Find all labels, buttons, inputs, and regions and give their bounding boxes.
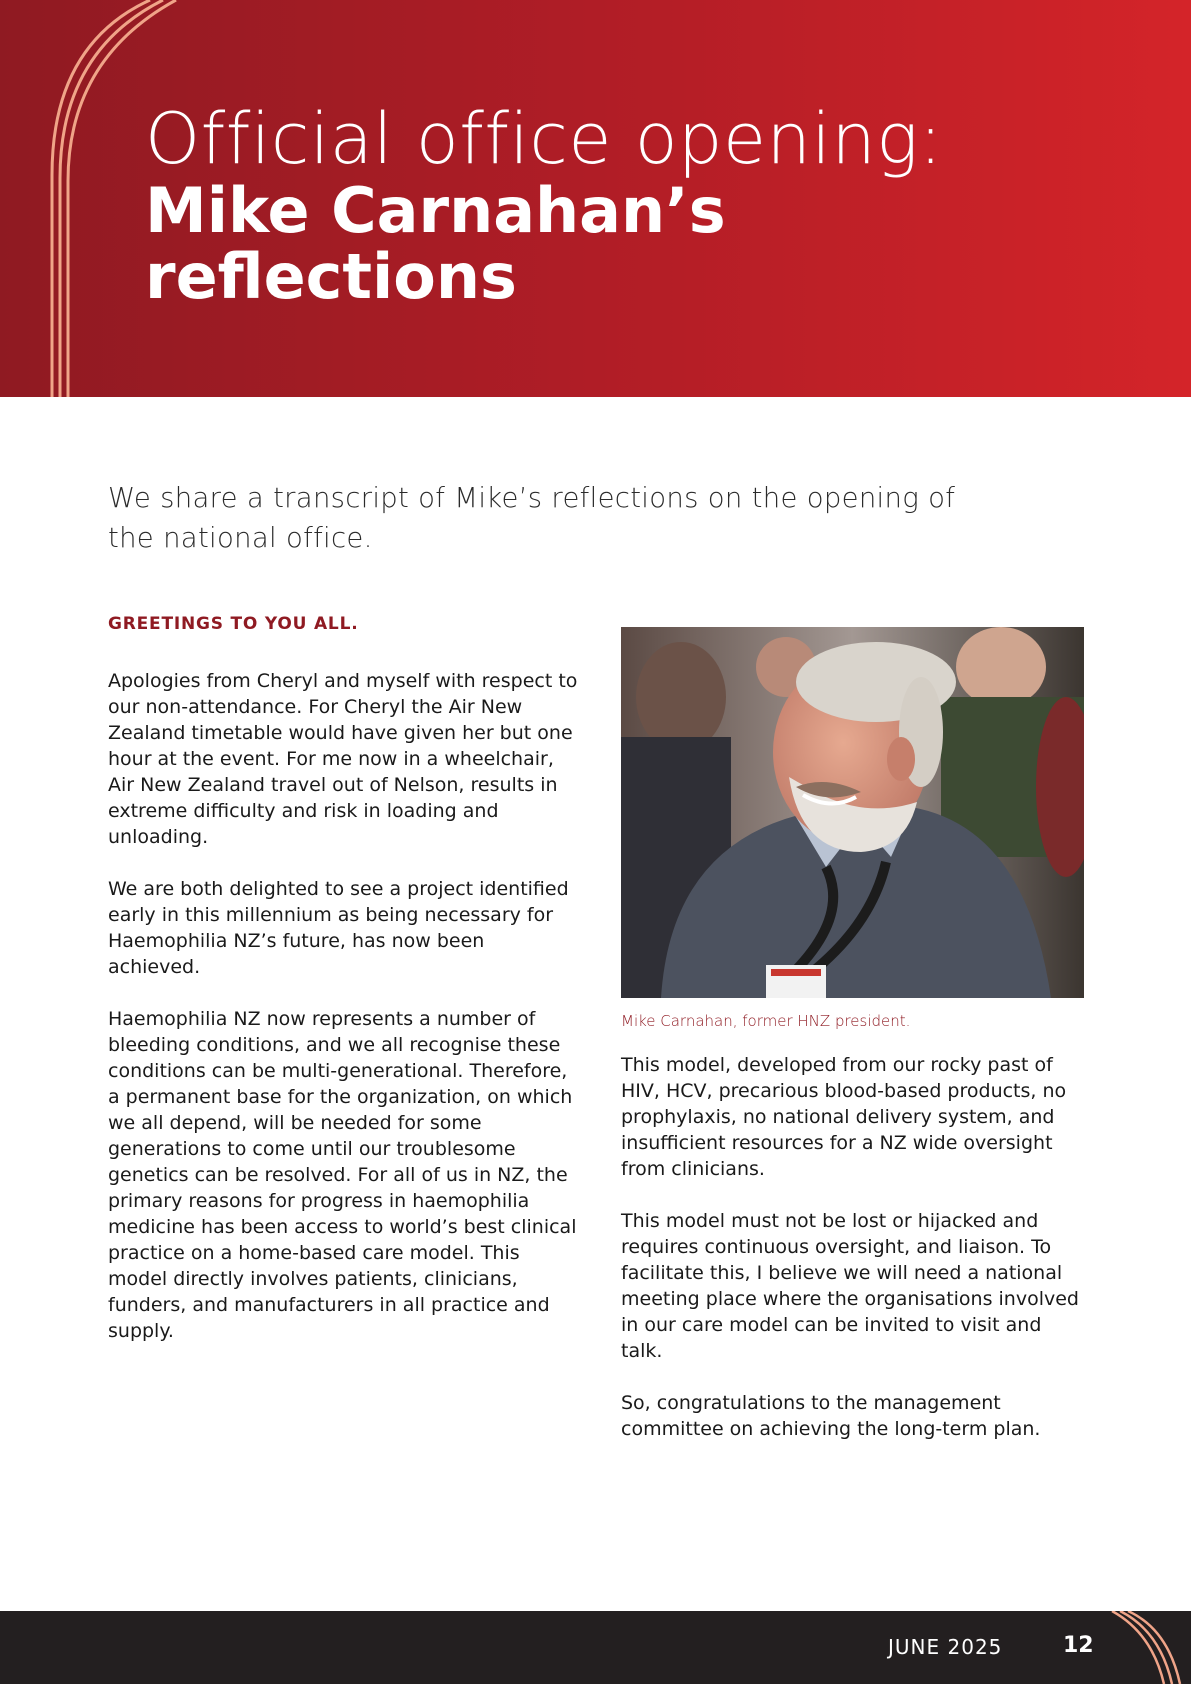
page-footer <box>0 1611 1191 1684</box>
paragraph: So, congratulations to the management committee on achieving the long-term plan. <box>621 1392 1041 1440</box>
intro-text: We share a transcript of Mike’s reflections on the opening of the national office. <box>108 482 956 554</box>
title-bold-line-2: reflections <box>145 240 517 313</box>
footer-arcs-icon <box>1110 1611 1191 1684</box>
paragraph: This model must not be lost or hijacked and requires continuous oversight, and liaison. To facilitate this, I believe we will need a national meeting place where the organisations involved in our care model can be invited to visit and talk. <box>621 1210 1079 1362</box>
header-banner <box>0 0 1191 397</box>
portrait-illustration-icon <box>621 627 1084 998</box>
paragraph: Haemophilia NZ now represents a number of bleeding conditions, and we all recognise these conditions can be multi-generational. Therefore, a permanent base for the organization, on which we all depend, will be needed for some generations to come until our troublesome genetics can be resolved. For all of us in NZ, the primary reasons for progress in haemophilia medicine has been access to world’s best clinical practice on a home-based care model. This model directly involves patients, clinicians, funders, and manufacturers in all practice and supply. <box>108 1008 577 1342</box>
portrait-photo <box>621 627 1084 998</box>
photo-caption: Mike Carnahan, former HNZ president. <box>621 1012 911 1030</box>
paragraph: We are both delighted to see a project identified early in this millennium as being necessary for Haemophilia NZ’s future, has now been achieved. <box>108 878 569 978</box>
right-column <box>621 627 1086 1468</box>
page-number: 12 <box>1063 1633 1094 1658</box>
greeting-heading: GREETINGS TO YOU ALL. <box>108 614 359 634</box>
issue-date: JUNE 2025 <box>888 1635 1003 1659</box>
paragraph: Apologies from Cheryl and myself with respect to our non-attendance. For Cheryl the Air New Zealand timetable would have given her but one hour at the event. For me now in a wheelchair, Air New Zealand travel out of Nelson, results in extreme difficulty and risk in loading and unloading. <box>108 670 578 848</box>
title-light-line: Official office opening: <box>145 98 943 180</box>
page-title <box>145 98 943 313</box>
paragraph: This model, developed from our rocky past of HIV, HCV, precarious blood-based products, no prophylaxis, no national delivery system, and insufficient resources for a NZ wide oversight from clinicians. <box>621 1054 1067 1180</box>
title-bold-line-1: Mike Carnahan’s <box>145 174 726 247</box>
left-column <box>108 614 578 1370</box>
